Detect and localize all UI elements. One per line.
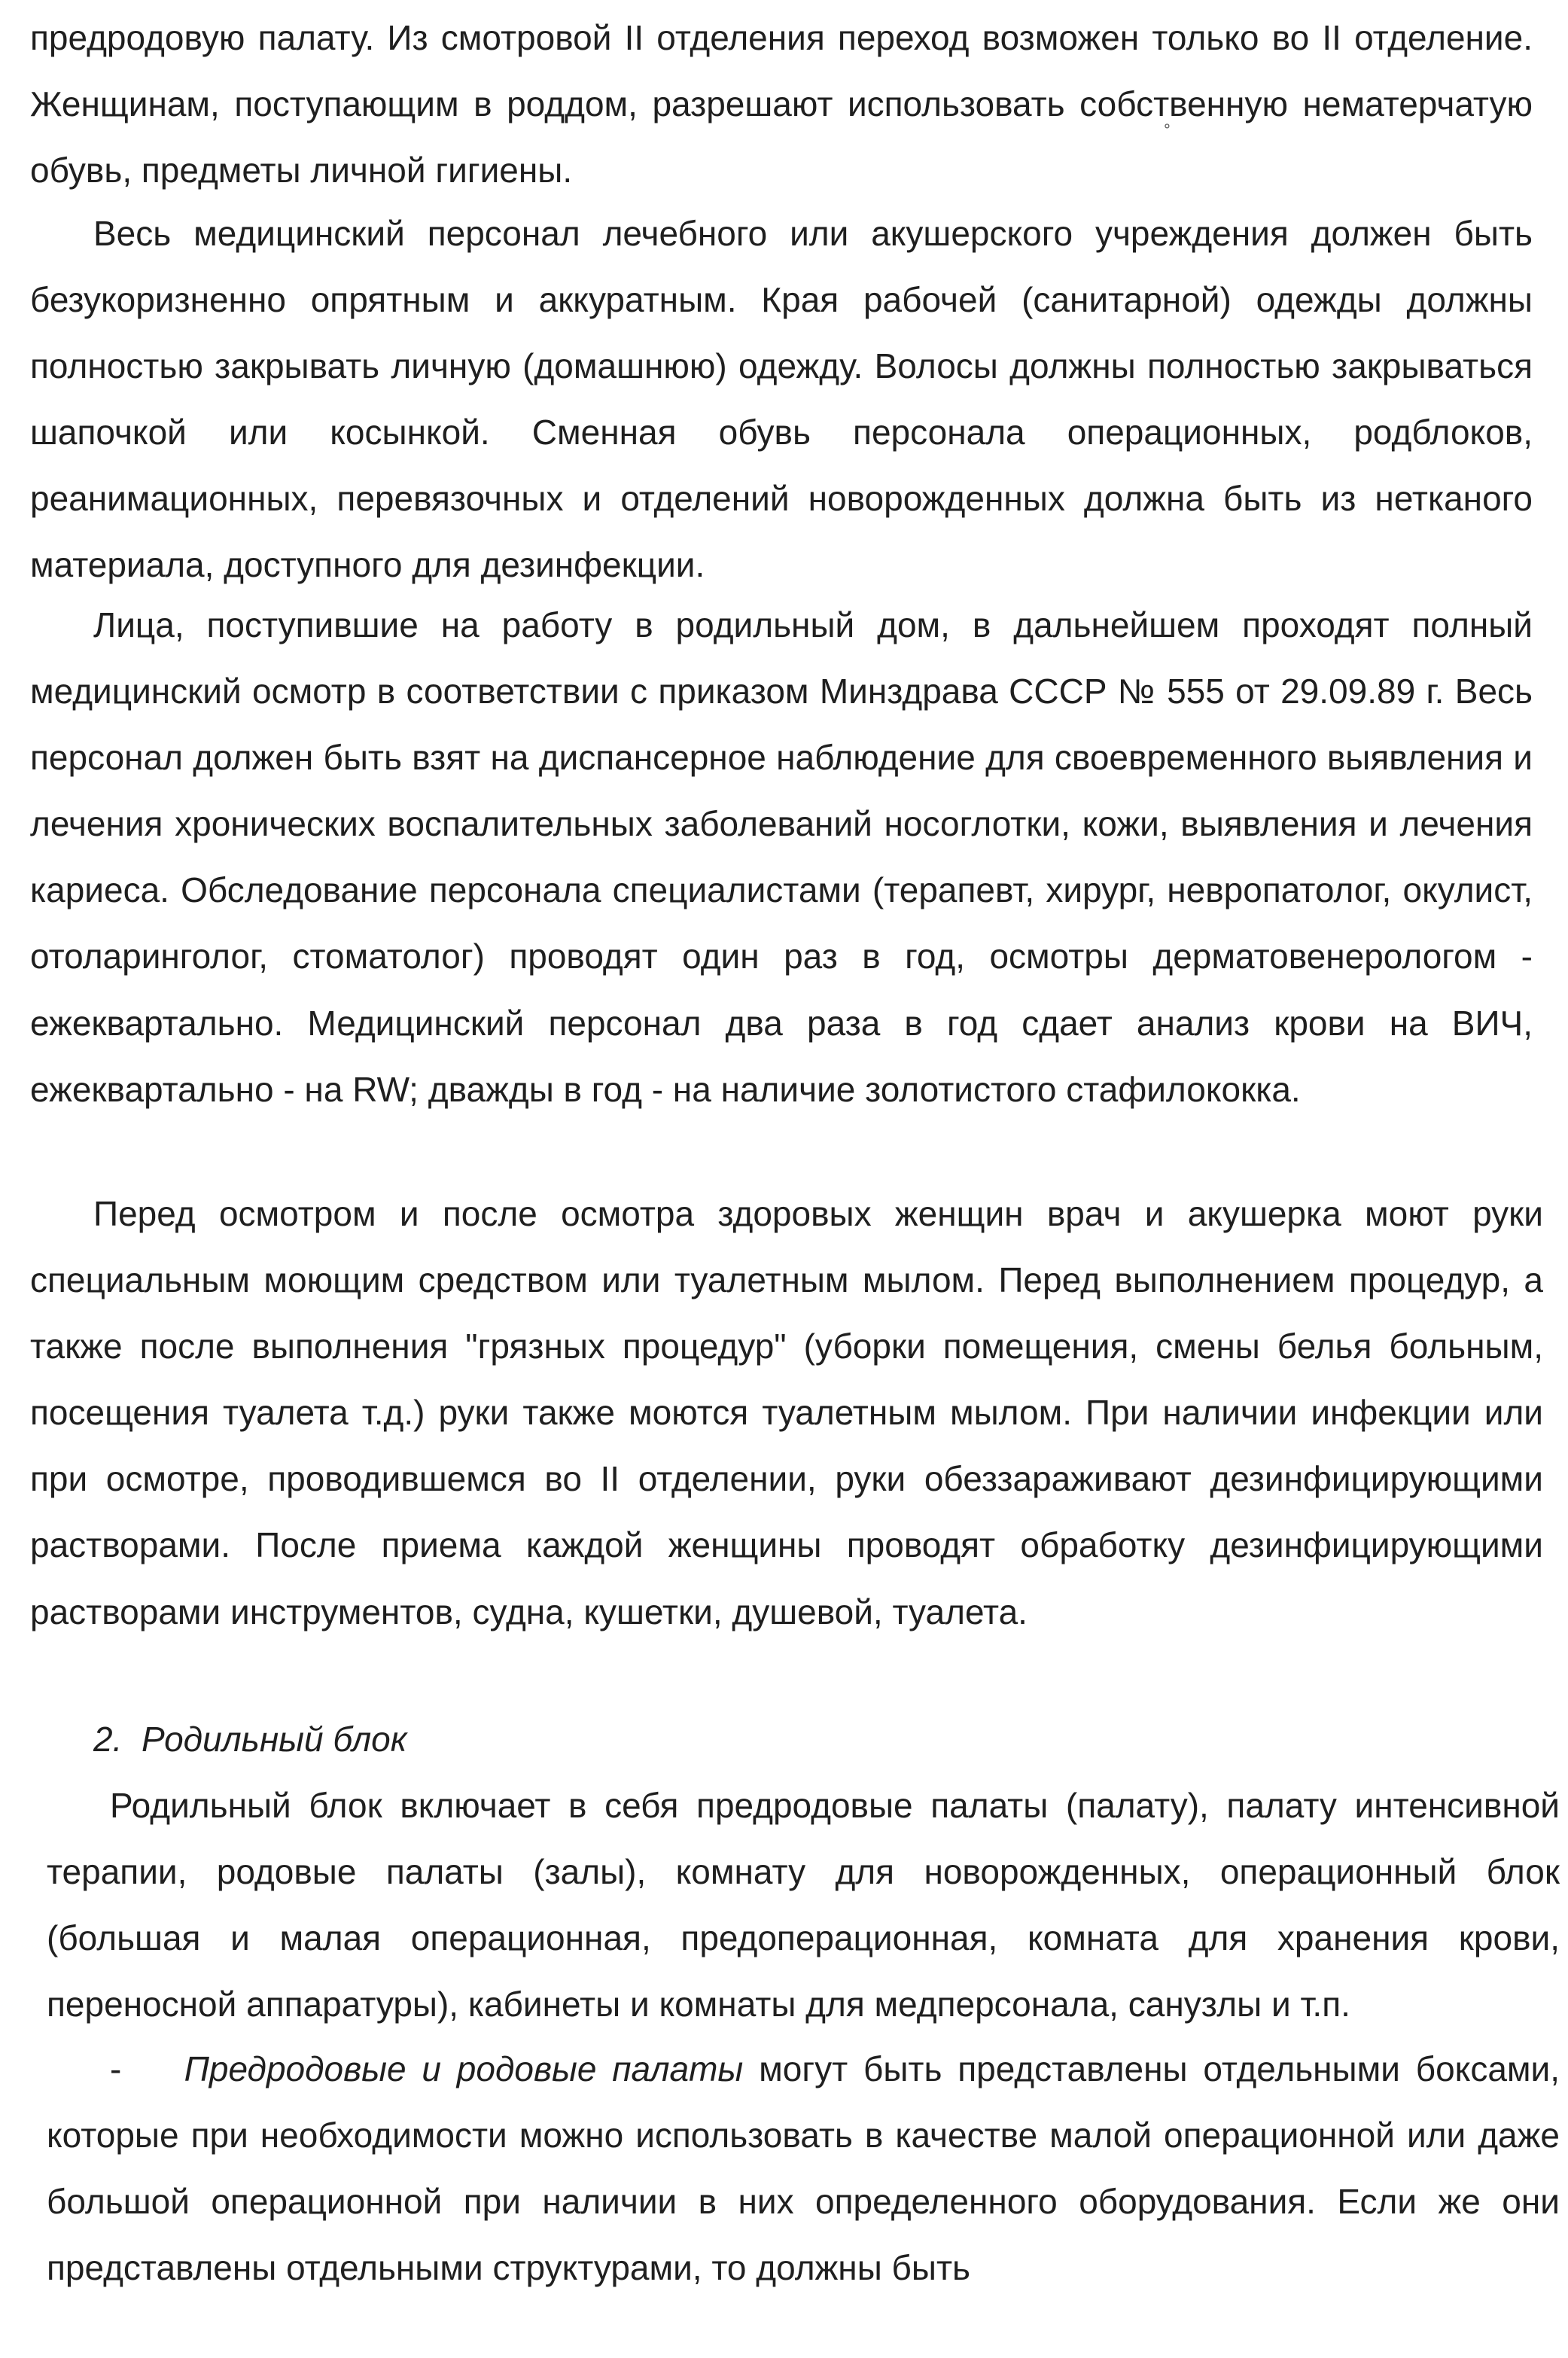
section-heading — [93, 1706, 406, 1772]
paragraph-entry-rules: предродовую палату. Из смотровой II отделения переход возможен только во II отделение. Женщинам, поступающим в роддом, разрешают использовать собственную нематерчатую обувь, предметы личной гигиены. — [30, 18, 1533, 190]
list-item-text: могут быть представлены отдельными боксами, которые при необходимости можно использовать в качестве малой операционной или даже большой операционной при наличии в них определенного оборудования. Если же они представлены отдельными структурами, то должны быть — [47, 2049, 1560, 2288]
paragraph-hand-hygiene: Перед осмотром и после осмотра здоровых женщин врач и акушерка моют руки специальным моющим средством или туалетным мылом. Перед выполнением процедур, а также после выполнения "грязных процедур" (уборки помещения, смены белья больным, посещения туалета т.д.) руки также моются туалетным мылом. При наличии инфекции или при осмотре, проводившемся во II отделении, руки обеззараживают дезинфицирующими растворами. После приема каждой женщины проводят обработку дезинфицирующими растворами инструментов, судна, кушетки, душевой, туалета. — [30, 1194, 1543, 1631]
list-dash: - — [110, 2049, 122, 2088]
scan-speck: ° — [1164, 120, 1171, 139]
list-item-delivery-rooms — [47, 2036, 1560, 2301]
list-item-term: Предродовые и родовые палаты — [184, 2049, 744, 2088]
paragraph-staff-clothing: Весь медицинский персонал лечебного или акушерского учреждения должен быть безукоризненно опрятным и аккуратным. Края рабочей (санитарной) одежды должны полностью закрывать личную (домашнюю) одежду. Волосы должны полностью закрываться шапочкой или косынкой. Сменная обувь персонала операционных, родблоков, реанимационных, перевязочных и отделений новорожденных должна быть из нетканого материала, доступного для дезинфекции. — [30, 214, 1533, 585]
paragraph-birth-block: Родильный блок включает в себя предродовые палаты (палату), палату интенсивной терапии, родовые палаты (залы), комнату для новорожденных, операционный блок (большая и малая операционная, предоперационная, комната для хранения крови, переносной аппаратуры), кабинеты и комнаты для медперсонала, санузлы и т.п. — [47, 1786, 1560, 2024]
paragraph-medical-examination: Лица, поступившие на работу в родильный дом, в дальнейшем проходят полный медицинский осмотр в соответствии с приказом Минздрава СССР № 555 от 29.09.89 г. Весь персонал должен быть взят на диспансерное наблюдение для своевременного выявления и лечения хронических воспалительных заболеваний носоглотки, кожи, выявления и лечения кариеса. Обследование персонала специалистами (терапевт, хирург, невропатолог, окулист, отоларинголог, стоматолог) проводят один раз в год, осмотры дерматовенерологом - ежеквартально. Медицинский персонал два раза в год сдает анализ крови на ВИЧ, ежеквартально - на RW; дважды в год - на наличие золотистого стафилококка. — [30, 605, 1533, 1109]
section-number: 2. — [93, 1720, 123, 1759]
document-page — [30, 0, 1560, 2358]
section-title: Родильный блок — [141, 1720, 407, 1759]
